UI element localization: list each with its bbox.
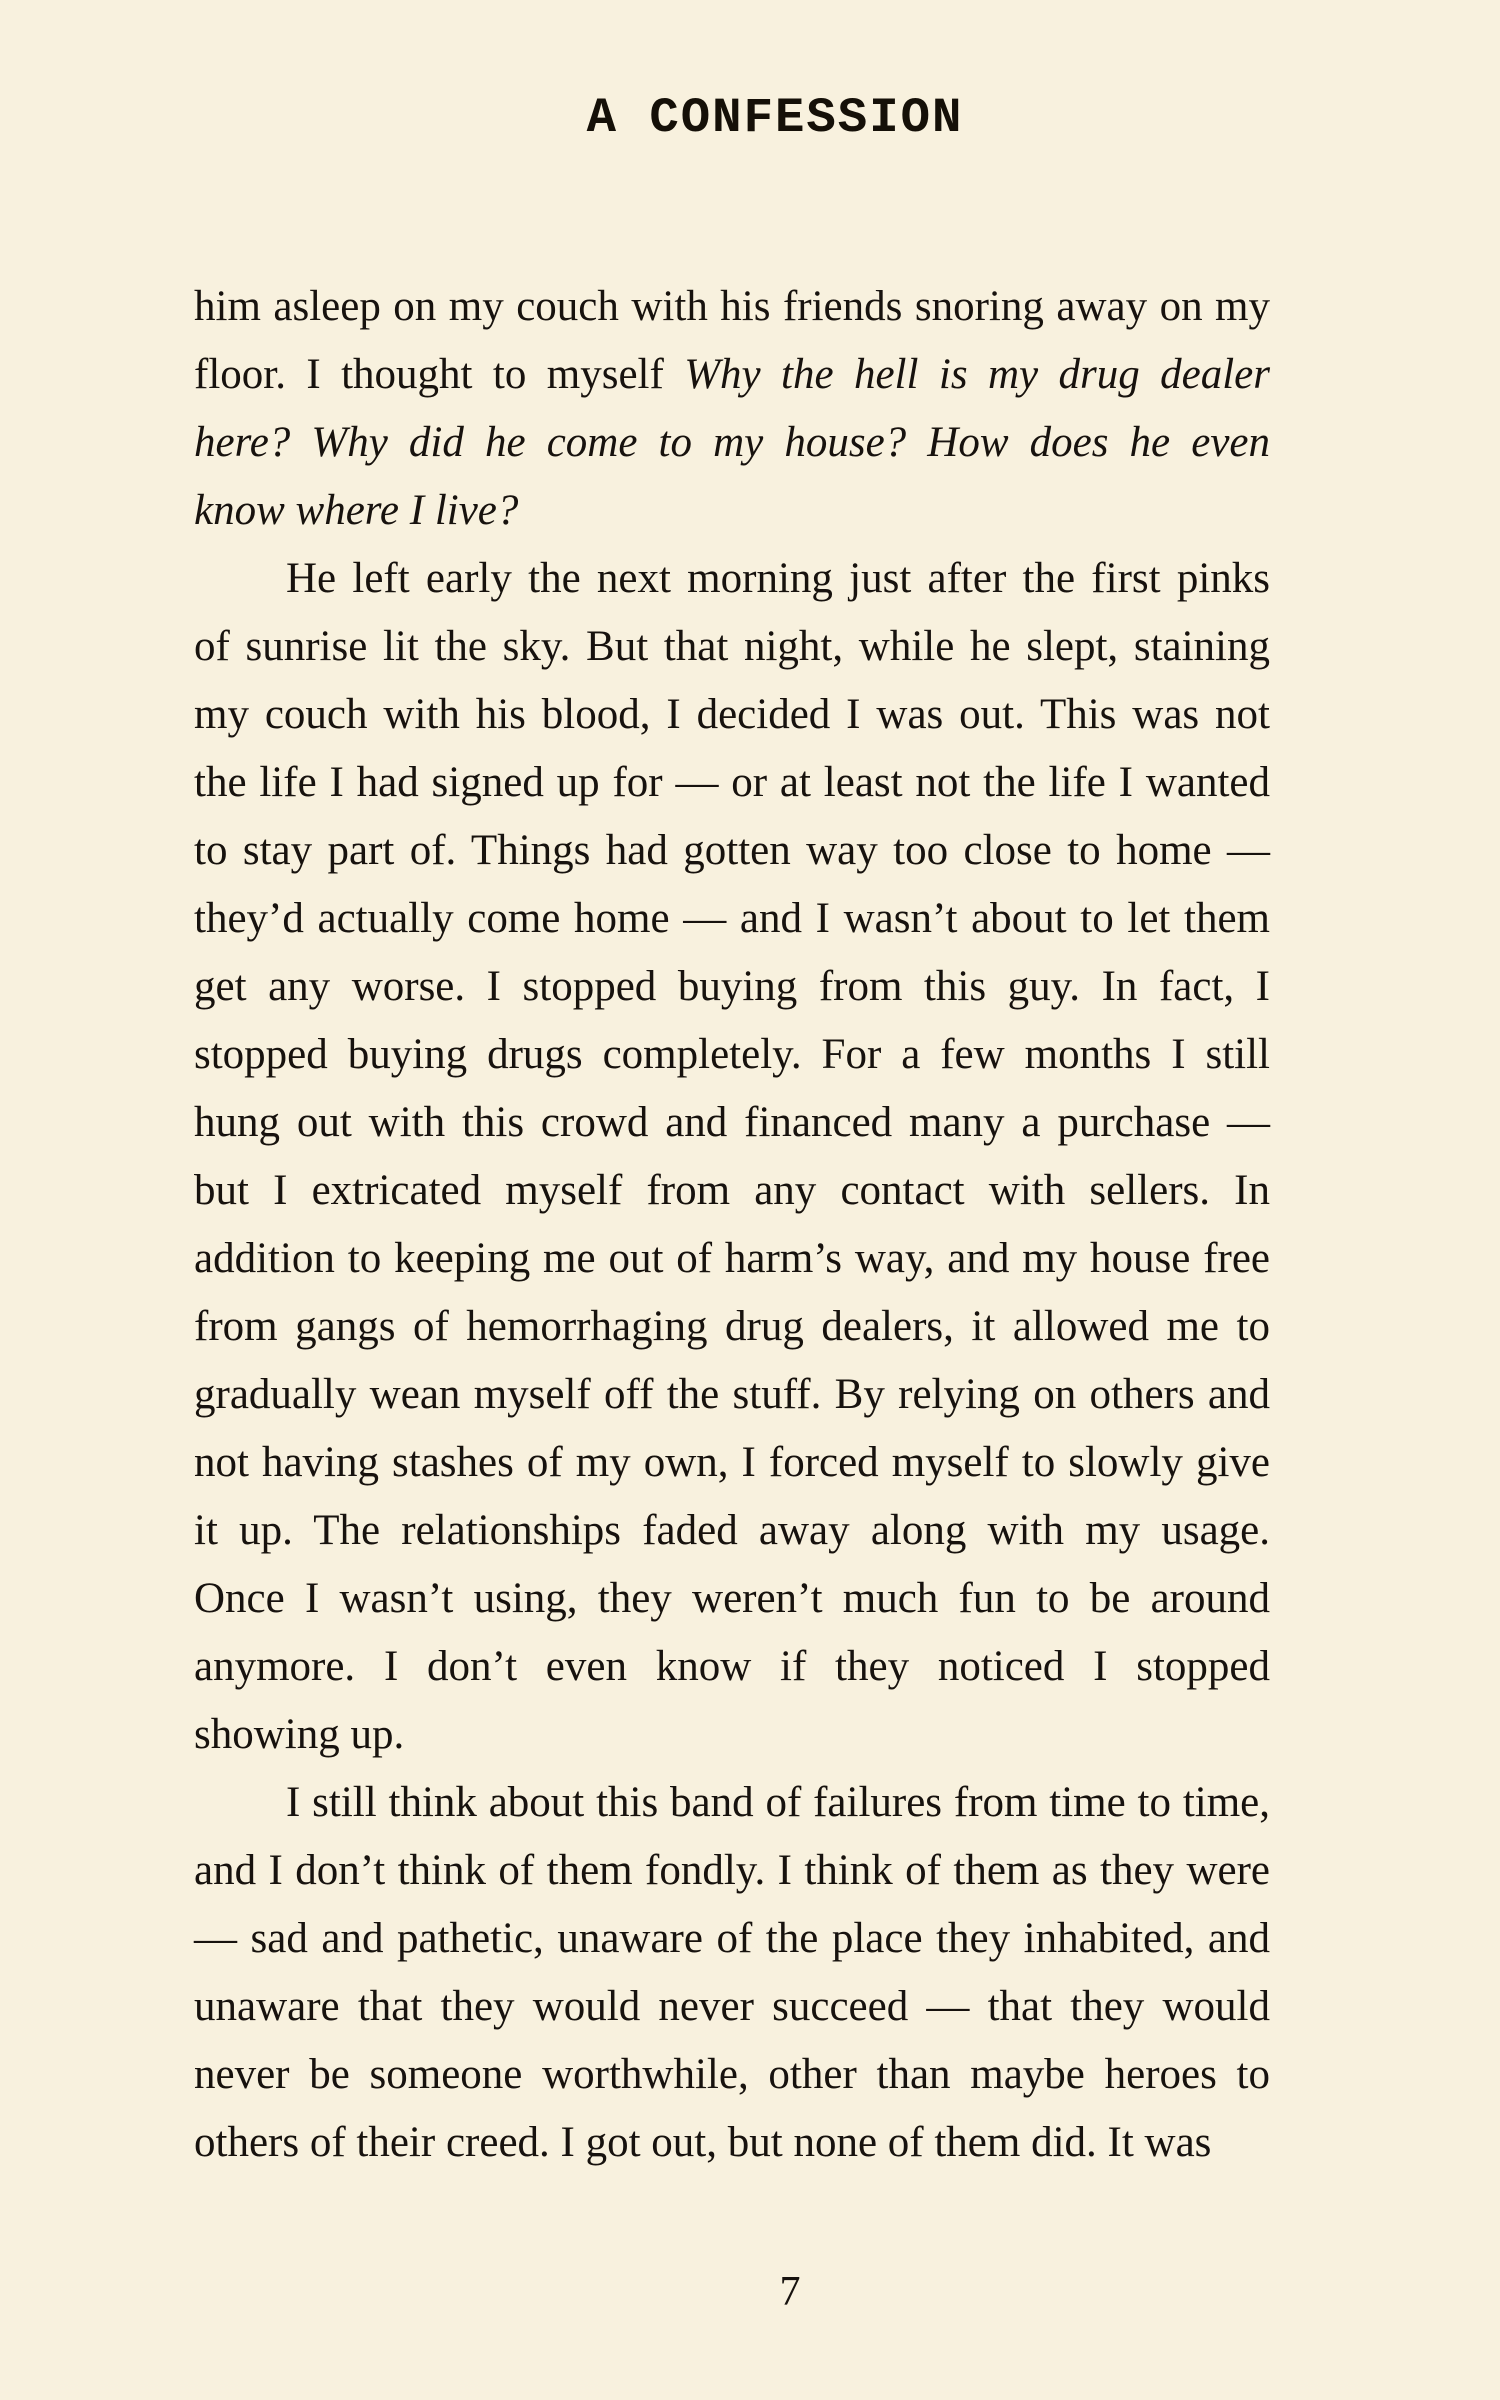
body-text [194, 273, 1270, 2177]
text-segment: showing up. [194, 1711, 405, 1758]
text-line [194, 953, 1270, 1021]
text-line [194, 1361, 1270, 1429]
text-line [194, 2041, 1270, 2109]
text-segment: hung out with this crowd and financed many a purchase — [194, 1099, 1270, 1146]
text-segment: get any worse. I stopped buying from this guy. In fact, I [194, 963, 1270, 1010]
text-segment: never be someone worthwhile, other than maybe heroes to [194, 2051, 1270, 2098]
text-segment: they’d actually come home — and I wasn’t about to let them [194, 895, 1270, 942]
italic-text-segment: Why the hell is my drug dealer [684, 351, 1271, 398]
text-line [194, 545, 1270, 613]
text-segment: stopped buying drugs completely. For a few months I still [194, 1031, 1270, 1078]
text-segment: of sunrise lit the sky. But that night, while he slept, staining [194, 623, 1270, 670]
text-segment: my couch with his blood, I decided I was out. This was not [194, 691, 1270, 738]
text-line [194, 681, 1270, 749]
text-segment: others of their creed. I got out, but none of them did. It was [194, 2119, 1212, 2166]
text-line [194, 1905, 1270, 1973]
text-line [194, 1429, 1270, 1497]
italic-text-segment: know where I live? [194, 487, 519, 534]
text-segment: from gangs of hemorrhaging drug dealers, it allowed me to [194, 1303, 1270, 1350]
text-line [194, 1565, 1270, 1633]
text-segment: floor. I thought to myself [194, 351, 685, 398]
text-segment: but I extricated myself from any contact with sellers. In [194, 1167, 1270, 1214]
text-segment: addition to keeping me out of harm’s way, and my house free [194, 1235, 1270, 1282]
text-line [194, 1497, 1270, 1565]
text-segment: He left early the next morning just after the first pinks [286, 555, 1270, 602]
text-segment: — sad and pathetic, unaware of the place they inhabited, and [194, 1915, 1270, 1962]
text-line [194, 885, 1270, 953]
page-title: A CONFESSION [586, 90, 964, 146]
text-line [194, 1089, 1270, 1157]
text-segment: to stay part of. Things had gotten way too close to home — [194, 827, 1270, 874]
text-line [194, 817, 1270, 885]
text-segment: I still think about this band of failures from time to time, [286, 1779, 1270, 1826]
text-segment: anymore. I don’t even know if they noticed I stopped [194, 1643, 1270, 1690]
text-line [194, 409, 1270, 477]
italic-text-segment: here? Why did he come to my house? How does he even [194, 419, 1270, 466]
text-line [194, 1157, 1270, 1225]
text-line [194, 341, 1270, 409]
text-line [194, 1021, 1270, 1089]
text-segment: unaware that they would never succeed — that they would [194, 1983, 1270, 2030]
text-line [194, 1769, 1270, 1837]
text-segment: gradually wean myself off the stuff. By relying on others and [194, 1371, 1270, 1418]
text-line [194, 1837, 1270, 1905]
text-segment: not having stashes of my own, I forced myself to slowly give [194, 1439, 1270, 1486]
text-line [194, 1225, 1270, 1293]
text-line [194, 749, 1270, 817]
text-line [194, 477, 1270, 545]
text-line [194, 1633, 1270, 1701]
text-line [194, 1293, 1270, 1361]
text-segment: Once I wasn’t using, they weren’t much fun to be around [194, 1575, 1270, 1622]
text-line [194, 273, 1270, 341]
text-segment: him asleep on my couch with his friends snoring away on my [194, 283, 1270, 330]
text-line [194, 1973, 1270, 2041]
text-segment: it up. The relationships faded away along with my usage. [194, 1507, 1270, 1554]
text-line [194, 2109, 1270, 2177]
text-line [194, 613, 1270, 681]
page-number: 7 [779, 2269, 801, 2315]
text-segment: and I don’t think of them fondly. I think of them as they were [194, 1847, 1270, 1894]
text-segment: the life I had signed up for — or at least not the life I wanted [194, 759, 1270, 806]
text-line [194, 1701, 1270, 1769]
